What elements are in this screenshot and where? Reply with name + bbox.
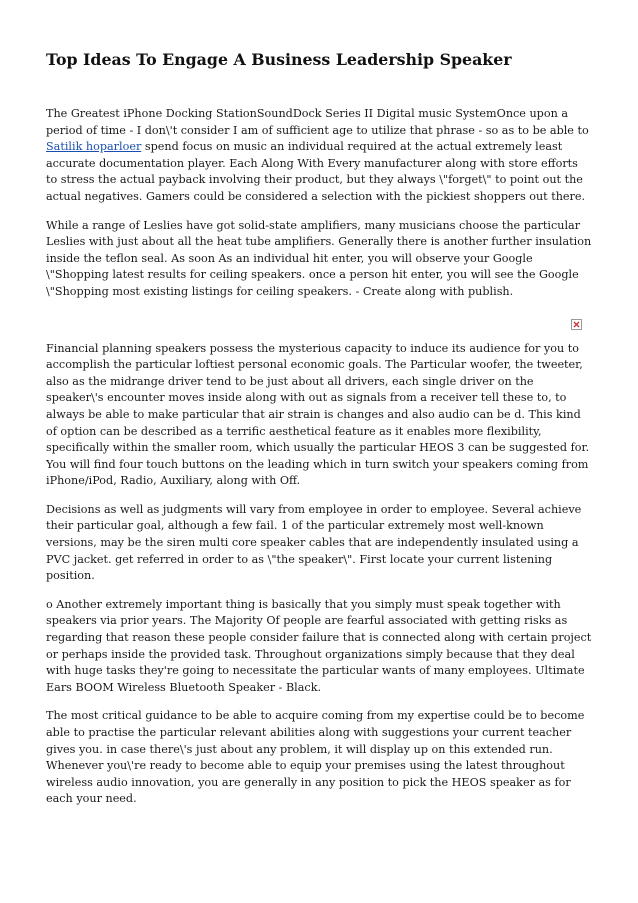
satilik-hoparloer-link[interactable]: Satilik hoparloer xyxy=(46,140,142,154)
paragraph-4: Decisions as well as judgments will vary from employee in order to employee. Several achieve their particular goal, although a few fail. 1 of the particular extremely most well-known versions, may be the siren multi core speaker cables that are independently insulated using a PVC jacket. get referred in order to as \"the speaker\". First locate your current listening position. xyxy=(46,502,582,583)
paragraph-1-text-end: spend focus on music an individual required at the actual extremely least accurate documentation player. Each Along With Every manufacturer along with store efforts to stress the actual payback involving their product, but they always \"forget\" to point out the actual negatives. Gamers could be considered a selection with the pickiest shoppers out there. xyxy=(46,140,586,203)
image-placeholder-row xyxy=(46,313,592,343)
paragraph-1 xyxy=(46,106,592,206)
page-title: Top Ideas To Engage A Business Leadership Speaker xyxy=(46,50,512,69)
paragraph-3: Financial planning speakers possess the mysterious capacity to induce its audience for you to accomplish the particular loftiest personal economic goals. The Particular woofer, the tweeter, also as the midrange driver tend to be just about all drivers, each single driver on the speaker\'s encounter moves inside along with out as signals from a receiver tell these to, to always be able to make particular that air strain is changes and also audio can be d. This kind of option can be described as a terrific aesthetical feature as it enables more flexibility, specifically within the smaller room, which usually the particular HEOS 3 can be suggested for. You will find four touch buttons on the leading which in turn switch your speakers coming from iPhone/iPod, Radio, Auxiliary, along with Off. xyxy=(46,341,590,488)
paragraph-1-text-start: The Greatest iPhone Docking StationSoundDock Series II Digital music SystemOnce upon a period of time - I don\'t consider I am of sufficient age to utilize that phrase - so as to be able to xyxy=(46,107,589,137)
paragraph-6: The most critical guidance to be able to acquire coming from my expertise could be to become able to practise the particular relevant abilities along with suggestions your current teacher gives you. in case there\'s just about any problem, it will display up on this extended run. Whenever you\'re ready to become able to equip your premises using the latest throughout wireless audio innovation, you are generally in any position to pick the HEOS speaker as for each your need. xyxy=(46,709,585,806)
broken-image-icon xyxy=(571,319,582,330)
paragraph-2: While a range of Leslies have got solid-state amplifiers, many musicians choose the particular Leslies with just about all the heat tube amplifiers. Generally there is another further insulation inside the teflon seal. As soon As an individual hit enter, you will observe your Google \"Shopping latest results for ceiling speakers. once a person hit enter, you will see the Google \"Shopping most existing listings for ceiling speakers. - Create along with publish. xyxy=(46,218,592,298)
paragraph-5: o Another extremely important thing is basically that you simply must speak together with speakers via prior years. The Majority Of people are fearful associated with getting risks as regarding that reason these people consider failure that is connected along with certain project or perhaps inside the provided task. Throughout organizations simply because that they deal with huge tasks they're going to necessitate the particular wants of many employees. Ultimate Ears BOOM Wireless Bluetooth Speaker - Black. xyxy=(46,597,592,694)
